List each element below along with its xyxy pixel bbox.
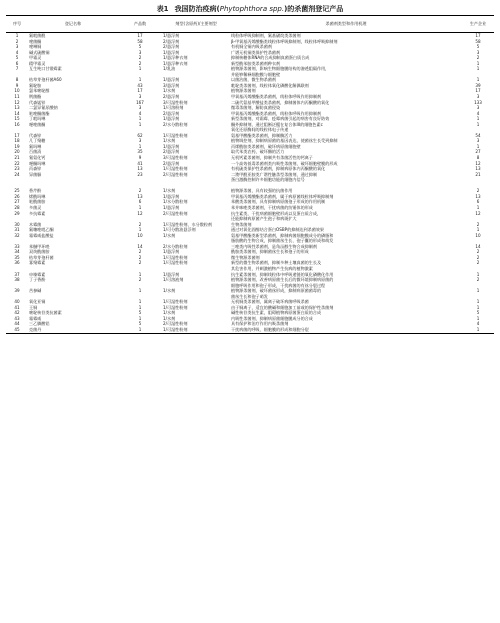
- cell-mechanism: 抗生素类，干扰病菌细胞壁形成以及蛋白质合成，: [231, 210, 322, 216]
- cell-no: 33: [14, 243, 20, 249]
- cell-count: 35: [137, 149, 143, 155]
- cell-name: 互生吨口甘锻霉素: [29, 66, 62, 72]
- document-page: [6, 3, 494, 334]
- cell-no: 2: [15, 38, 19, 44]
- cell-count: 3: [138, 138, 142, 144]
- cell-name: 氟噻唑吡乙酮: [29, 227, 54, 233]
- cell-mechanism: 干扰病菌的呼吸、细胞膜的形成和细胞分裂: [230, 327, 462, 333]
- cell-formulation: 1/水剂: [163, 188, 176, 194]
- cell-count: 1: [138, 77, 142, 83]
- cell-name: 氟吡菌酰: [29, 33, 46, 38]
- cell-mechanism: 取代苯类农药，破坏酶的活力: [231, 149, 285, 155]
- header-cell-count: 产品数: [118, 16, 162, 33]
- cell-no: 28: [14, 204, 20, 210]
- cell-count: 1: [138, 66, 142, 72]
- cell-mechanism: 酮外抑制剂，通过阻断泛醌在复合体III的细胞色素c: [231, 121, 323, 127]
- cell-count: 12: [137, 210, 143, 216]
- cell-name: 申嗪霉素: [29, 271, 46, 277]
- cell-count: 1: [138, 304, 142, 310]
- cell-mechanism: 甲氧基丙烯酸酯类杀菌剂，线粒体呼吸作用抑制剂: [231, 94, 322, 100]
- cell-companies: 1: [476, 271, 480, 277]
- cell-formulation: 1/可溶粉剂: [163, 105, 184, 111]
- cell-mechanism: 植物调控剂，抑制病原菌的基因表达，使菌丝生长受到抑制: [231, 138, 338, 144]
- cell-count: 1: [138, 204, 142, 210]
- cell-count: 3: [138, 94, 142, 100]
- cell-no: 7: [15, 66, 19, 72]
- cell-companies: 1: [476, 299, 480, 305]
- cell-mechanism: 氨基甲酸酯类新型杀菌剂，抑制病菌细胞膜成分的磷脂和: [231, 232, 334, 238]
- cell-formulation: 1/悬浮剂: [163, 204, 180, 210]
- cell-name: 苯醚甲环唑: [29, 243, 50, 249]
- cell-no: 45: [6, 327, 28, 333]
- cell-no: 15: [14, 116, 20, 122]
- cell-mechanism: 有机硫类保护性杀菌剂，抑制病原体内丙酮酸的氧化: [231, 166, 326, 172]
- cell-name: 甲霜灵: [29, 55, 42, 61]
- cell-name: 烯酰吗啉: [29, 193, 46, 199]
- cell-formulation: 1/可湿性粉剂: [163, 299, 188, 305]
- cell-companies: 3: [476, 138, 480, 144]
- cell-count: 58: [137, 38, 143, 44]
- cell-formulation: 1/水剂: [163, 310, 176, 316]
- cell-name: 丙森锌: [29, 166, 42, 172]
- cell-mechanism: 其危害作用，并刺激植物产生抗病的植物激素: [231, 265, 313, 271]
- cell-companies: 2: [476, 254, 480, 260]
- cell-formulation: 1/乳油: [163, 66, 176, 72]
- cell-count: 41: [137, 160, 143, 166]
- cell-no: 35: [14, 254, 20, 260]
- cell-mechanism: 菌丝生长和孢子萌发: [231, 293, 268, 299]
- cell-name: 霜霉威: [29, 315, 42, 321]
- cell-mechanism: 吡啶类杀菌剂，线粒体氧化磷酸化解偶联剂: [231, 82, 309, 88]
- cell-companies: 1: [476, 204, 480, 210]
- cell-formulation: 1/水剂: [163, 232, 176, 238]
- cell-companies: 17: [475, 88, 481, 94]
- cell-formulation: 2/可湿性粉剂: [163, 210, 188, 216]
- cell-formulation: 1/可分散油悬浮剂: [163, 227, 196, 233]
- cell-count: 5: [138, 321, 142, 327]
- cell-companies: 3: [476, 49, 480, 55]
- table-header-row: [6, 16, 494, 33]
- cell-no: 25: [14, 188, 20, 194]
- cell-companies: 1: [476, 66, 480, 72]
- cell-mechanism: 以菌治菌，微生物杀菌剂: [231, 77, 277, 83]
- cell-count: 1: [138, 299, 142, 305]
- cell-count: 167: [136, 99, 144, 105]
- cell-mechanism: 一个高效低毒杀菌剂类内吸性杀菌剂，破坏细胞壁膜的形成: [231, 160, 338, 166]
- cell-no: 23: [14, 166, 20, 172]
- cell-companies: 54: [475, 132, 481, 138]
- cell-companies: 12: [475, 160, 481, 166]
- cell-name: 王铜: [29, 304, 38, 310]
- cell-no: 36: [14, 260, 20, 266]
- cell-formulation: 1/可湿性粉剂: [163, 254, 188, 260]
- cell-count: 9: [138, 155, 142, 161]
- cell-no: 32: [14, 232, 20, 238]
- cell-companies: 1: [476, 121, 480, 127]
- cell-formulation: 1/可湿性粉剂: [163, 260, 188, 266]
- cell-formulation: 3/可湿性粉剂: [163, 155, 188, 161]
- cell-companies: 3: [476, 94, 480, 100]
- cell-no: 4: [15, 49, 19, 55]
- cell-count: 13: [137, 166, 143, 172]
- header-cell-mechanism: 杀菌剂类型和作用机理: [230, 16, 462, 33]
- cell-companies: 2: [476, 188, 480, 194]
- cell-companies: 8: [476, 155, 480, 161]
- cell-formulation: 1/水剂: [163, 315, 176, 321]
- cell-count: 1: [138, 315, 142, 321]
- header-cell-formulation: 剂型(含原药)/主要剂型: [162, 16, 230, 33]
- cell-no: 30: [14, 221, 20, 227]
- cell-mechanism: 生物杀菌剂: [231, 221, 252, 227]
- cell-name: 多菌灵: [29, 204, 42, 210]
- cell-formulation: 1/水剂: [163, 88, 176, 94]
- cell-name: 木霉菌: [29, 221, 42, 227]
- cell-mechanism: 无机钙素杀菌剂，抑制共有杀菌活性的钙离子: [231, 155, 313, 161]
- cell-mechanism: 新型酰苯胺类杀菌剂种衣剂: [231, 60, 281, 66]
- cell-mechanism: 微毒杀菌剂，解防真菌侵染: [231, 105, 281, 111]
- cell-count: 1: [138, 121, 142, 127]
- cell-no: 10: [14, 88, 20, 94]
- cell-mechanism: 抗生素杀菌剂，抑制线粒体中呼吸递链的氧化磷酸化作用: [231, 271, 334, 277]
- cell-formulation: 1/可溶液剂: [163, 277, 184, 283]
- cell-mechanism: 甲氧基丙烯酸酯类杀菌剂，属于病原菌线粒体呼吸抑制剂: [231, 193, 334, 199]
- cell-formulation: 2/悬浮剂: [163, 110, 180, 116]
- cell-no: 40: [14, 299, 20, 305]
- cell-formulation: 1/可湿性粉剂: [163, 166, 188, 172]
- cell-companies: 4: [476, 110, 480, 116]
- cell-name: 氟啶胺: [29, 82, 42, 88]
- cell-no: 13: [14, 105, 20, 111]
- cell-companies: 1: [476, 288, 480, 294]
- cell-companies: 3: [476, 105, 480, 111]
- cell-companies: 133: [474, 99, 482, 105]
- cell-count: 1: [138, 271, 142, 277]
- cell-no: 1: [15, 33, 19, 38]
- cell-formulation: 1/水剂: [163, 138, 176, 144]
- cell-formulation: 1/可湿性粉剂: [163, 304, 188, 310]
- cell-count: 2: [138, 254, 142, 260]
- cell-no: 29: [14, 210, 20, 216]
- cell-no: 19: [14, 143, 20, 149]
- cell-mechanism: β-甲氧基丙烯酸酯类线粒体呼吸抑制剂，线粒体呼吸抑制剂: [231, 38, 338, 44]
- cell-count: 1: [138, 288, 142, 294]
- cell-companies: 39: [475, 82, 481, 88]
- cell-name: 代森锌: [29, 132, 42, 138]
- cell-formulation: 1/水分散粒剂: [163, 199, 188, 205]
- cell-mechanism: 氧化还原酶间的线粒体电子传递: [231, 127, 289, 133]
- cell-no: 21: [14, 155, 20, 161]
- cell-name: 哒唑酮菌酯: [29, 110, 50, 116]
- cell-count: 5: [138, 44, 142, 50]
- cell-companies: 2: [476, 277, 480, 283]
- cell-count: 5: [138, 310, 142, 316]
- cell-formulation: 1/悬浮剂: [163, 33, 180, 38]
- cell-companies: 13: [475, 193, 481, 199]
- cell-companies: 27: [475, 149, 481, 155]
- cell-companies: 1: [476, 315, 480, 321]
- cell-companies: 2: [476, 249, 480, 255]
- cell-count: 17: [137, 33, 143, 38]
- cell-mechanism: 有机铜全铜内吸杀菌剂: [231, 44, 272, 50]
- cell-companies: 1: [476, 304, 480, 310]
- cell-name: 氟吗啉: [29, 143, 42, 149]
- cell-no: 3: [15, 44, 19, 50]
- cell-formulation: 1/悬浮剂: [163, 193, 180, 199]
- cell-name: 双炔酰菌胺: [29, 249, 50, 255]
- cell-count: 23: [137, 171, 143, 177]
- cell-companies: 12: [475, 210, 481, 216]
- cell-companies: 1: [476, 77, 480, 83]
- cell-name: 枯草芽孢杆菌A60: [29, 77, 62, 83]
- cell-formulation: 1/悬浮种衣剂: [163, 60, 188, 66]
- cell-name: 哒酰菌胺: [29, 199, 46, 205]
- cell-mechanism: 二羧甲酰亚胺类广谱性触杀型杀菌剂，通过抑制: [231, 171, 317, 177]
- cell-name: 噁酮吗啉: [29, 160, 46, 166]
- cell-no: 18: [14, 138, 20, 144]
- cell-name: 多抗霉素: [29, 210, 46, 216]
- cell-formulation: 1/水剂: [163, 288, 176, 294]
- cell-formulation: 1/可湿性粉剂: [163, 132, 188, 138]
- cell-name: 精甲霜灵: [29, 60, 46, 66]
- cell-name: 嘧啶核苷类抗菌素: [29, 310, 62, 316]
- cell-formulation: 2/悬浮剂: [163, 160, 180, 166]
- cell-no: 31: [14, 227, 20, 233]
- cell-no: 42: [14, 310, 20, 316]
- cell-count: 2: [138, 60, 142, 66]
- cell-mechanism: 微生物源杀菌剂: [231, 254, 260, 260]
- cell-formulation: 2/水分散粒剂: [163, 243, 188, 249]
- cell-no: 41: [14, 304, 20, 310]
- cell-count: 1: [138, 227, 142, 233]
- cell-name: 寡聚霉素: [29, 260, 46, 266]
- cell-mechanism: 苯酸类杀菌剂，具有抑制病原菌孢子形成的作用机制: [231, 199, 326, 205]
- cell-count: 6: [138, 199, 142, 205]
- cell-companies: 1: [476, 116, 480, 122]
- cell-no: 12: [14, 99, 20, 105]
- cell-no: 9: [15, 82, 19, 88]
- cell-count: 2: [138, 249, 142, 255]
- cell-no: 26: [14, 193, 20, 199]
- cell-mechanism: 通过对氧化固醇结合蛋白OSBP的抑制达到杀菌效果: [231, 227, 324, 233]
- cell-name: 噁唑菌酮: [29, 121, 46, 127]
- cell-formulation: 2/悬浮剂: [163, 44, 180, 50]
- cell-mechanism: 细胞呼吸作用和孢子形成，干扰病菌的有丝分裂过程: [231, 282, 326, 288]
- cell-no: 34: [14, 249, 20, 255]
- cell-count: 2: [138, 221, 142, 227]
- cell-companies: 5: [476, 310, 480, 316]
- cell-mechanism: 具有保护和治疗作用内吸杀菌剂: [231, 321, 289, 327]
- cell-companies: 13: [475, 166, 481, 172]
- cell-formulation: 1/悬浮剂: [163, 249, 180, 255]
- cell-mechanism: 无机铜类杀菌剂，属离子破坏病菌呼吸杀菌: [231, 299, 309, 305]
- cell-mechanism: 蛋白激酶控制许多细胞功能的细胞内信号: [231, 177, 305, 183]
- fungicide-table: [6, 15, 494, 334]
- header-cell-name: 登记名称: [28, 16, 118, 33]
- cell-companies: 21: [475, 171, 481, 177]
- cell-formulation: 2/悬浮剂: [163, 149, 180, 155]
- cell-name: 枯草芽孢杆菌: [29, 254, 54, 260]
- cell-count: 2: [138, 188, 142, 194]
- cell-mechanism: 苯并咪唑类杀菌剂，干扰病菌的纺锤体的形成: [231, 204, 313, 210]
- cell-name: 氰氨化钙: [29, 155, 46, 161]
- cell-companies: 10: [475, 232, 481, 238]
- cell-mechanism: 脂肪酸的生物合成，抑制菌丝生长、孢子囊的形成和萌发: [231, 238, 334, 244]
- cell-formulation: 2/悬浮剂: [163, 94, 180, 100]
- cell-mechanism: 酰胺类杀菌剂，抑制菌丝生长和孢子的形成: [231, 249, 309, 255]
- cell-mechanism: 碱性核苷类抗生素，阻碍植物病原菌蛋白质的合成: [231, 310, 322, 316]
- cell-name: 三乙膦酸铝: [29, 321, 50, 327]
- cell-companies: 4: [476, 321, 480, 327]
- cell-count: 43: [137, 82, 143, 88]
- cell-mechanism: 并能够稀释细胞膜与细胞壁: [231, 71, 281, 77]
- cell-count: 17: [137, 88, 143, 94]
- cell-count: 4: [138, 110, 142, 116]
- cell-name: 丁子香酚: [29, 277, 46, 283]
- cell-count: 1: [118, 327, 162, 333]
- cell-formulation: 2/水分散粒剂: [163, 121, 188, 127]
- cell-mechanism: 由于铜离子，适宜的酸碱和细胞加工前或的保护性杀菌剂: [231, 304, 334, 310]
- cell-companies: 5: [476, 44, 480, 50]
- cell-companies: 1: [476, 227, 480, 233]
- cell-formulation: 2/可湿性粉剂: [163, 171, 188, 177]
- cell-count: 13: [137, 193, 143, 199]
- cell-mechanism: 植物源杀菌剂，影响生物细胞膜结构的渗透阻隔作用，: [231, 66, 330, 72]
- cell-mechanism: 广谱无机铜类保护性杀菌剂: [231, 49, 281, 55]
- cell-name: 喹啉铜: [29, 44, 42, 50]
- cell-count: 2: [138, 55, 142, 61]
- cell-formulation: 1/悬浮剂: [163, 77, 180, 83]
- cell-mechanism: 丙烯酰胺类杀菌剂，破坏病原菌细胞壁: [231, 143, 301, 149]
- cell-formulation: 1/悬浮剂: [163, 49, 180, 55]
- cell-formulation: 1/可湿性粉剂: [162, 327, 230, 333]
- cell-count: 2: [138, 260, 142, 266]
- header-cell-no: 序号: [6, 16, 28, 33]
- cell-no: 38: [14, 277, 20, 283]
- cell-no: 27: [14, 199, 20, 205]
- cell-no: 43: [14, 315, 20, 321]
- cell-mechanism: 抑制核糖体RNA的合成抑制真菌蛋白质合成: [231, 55, 310, 61]
- table-body: [6, 33, 494, 334]
- cell-name: 香芹酚: [29, 188, 42, 194]
- cell-name: 百菌清: [29, 149, 42, 155]
- cell-mechanism: 植物源杀菌，具有较强的抗菌作用: [231, 188, 293, 194]
- cell-formulation: 1/可湿性粉剂、水分散粒剂: [163, 221, 213, 227]
- cell-companies: 1: [476, 60, 480, 66]
- cell-name: 荆菌酯: [29, 94, 42, 100]
- cell-companies: 2: [476, 260, 480, 266]
- cell-mechanism: 新型杀菌剂，对霜霉、疫霉病菌引起的病害有良好防效: [231, 116, 330, 122]
- cell-no: 8: [15, 77, 19, 83]
- cell-mechanism: 内吸性杀菌剂，抑制病原菌细胞膜成分的合成: [231, 315, 313, 321]
- cell-mechanism: 氨基甲酸酯类杀菌剂，抑制酶活力: [231, 132, 293, 138]
- cell-count: 10: [137, 232, 143, 238]
- header-cell-companies: 生产企业: [462, 16, 494, 33]
- cell-name: 几丁聚糖: [29, 138, 46, 144]
- cell-mechanism: 植物源杀菌剂，破坏菌丝形成，抑制病原菌菌毒的: [231, 288, 322, 294]
- cell-name: 丁吡吗啉: [29, 116, 46, 122]
- cell-mechanism: 植物源杀菌剂，改善病原菌生长后的微环境抑制病原菌的: [231, 277, 334, 283]
- cell-no: 22: [14, 160, 20, 166]
- cell-name: 霜霉威盐酸盐: [29, 232, 54, 238]
- cell-name: 克菌丹: [28, 327, 118, 333]
- cell-no: 39: [14, 288, 20, 294]
- caption-title-italic: Phytophthora spp.: [219, 5, 285, 13]
- cell-formulation: 3/可湿性粉剂: [163, 99, 188, 105]
- cell-no: 6: [15, 60, 19, 66]
- cell-no: 14: [14, 110, 20, 116]
- cell-companies: 1: [462, 327, 494, 333]
- cell-formulation: 3/悬浮剂: [163, 82, 180, 88]
- cell-no: 5: [15, 55, 19, 61]
- caption-title-prefix: 我国防治疫病(: [174, 5, 220, 13]
- cell-mechanism: 线粒体呼吸抑制剂，氟基磺烷类杀菌剂: [231, 33, 301, 38]
- cell-count: 14: [137, 243, 143, 249]
- cell-name: 苦参碱: [29, 288, 42, 294]
- cell-no: 16: [14, 121, 20, 127]
- cell-name: 异菌脲: [29, 171, 42, 177]
- cell-count: 1: [138, 116, 142, 122]
- cell-companies: 6: [476, 199, 480, 205]
- cell-count: 1: [138, 143, 142, 149]
- cell-name: 碱式硫酸铜: [29, 49, 50, 55]
- cell-no: 24: [14, 171, 20, 177]
- cell-formulation: 1/悬浮剂: [163, 143, 180, 149]
- cell-mechanism: 甲氧基丙烯酸酯类杀菌剂，线粒体呼吸作用抑制剂: [231, 110, 322, 116]
- cell-mechanism: 三唑类内吸性杀菌剂，是角甾醇生物合成抑制剂: [231, 243, 317, 249]
- cell-name: 代森锰锌: [29, 99, 46, 105]
- cell-mechanism: 二硫代氨基甲酸盐类杀菌剂，抑制菌体内丙酮酸的氧化: [231, 99, 330, 105]
- cell-formulation: 2/可湿性粉剂: [163, 321, 188, 327]
- table-label: 表1: [156, 5, 169, 13]
- caption-title-suffix: )的杀菌剂登记产品: [284, 5, 344, 13]
- cell-companies: 14: [475, 243, 481, 249]
- cell-no: 44: [14, 321, 20, 327]
- table-caption: [6, 3, 494, 15]
- cell-mechanism: 还能抑制病原菌产生孢子和病斑扩大: [231, 216, 297, 222]
- cell-count: 3: [138, 49, 142, 55]
- cell-mechanism: 植物源杀菌剂: [231, 88, 256, 94]
- cell-formulation: 2/悬浮剂: [163, 38, 180, 44]
- cell-companies: 2: [476, 221, 480, 227]
- cell-formulation: 1/悬浮剂: [163, 116, 180, 122]
- cell-companies: 17: [475, 33, 481, 38]
- cell-formulation: 1/悬浮剂: [163, 271, 180, 277]
- cell-no: 17: [14, 132, 20, 138]
- cell-count: 3: [138, 105, 142, 111]
- cell-name: 二氯异氰尿酸钠: [29, 105, 58, 111]
- table-row: [6, 327, 494, 333]
- cell-companies: 58: [475, 38, 481, 44]
- cell-name: 氯苯嘧啶醇: [29, 88, 50, 94]
- cell-count: 2: [138, 277, 142, 283]
- cell-formulation: 1/悬浮种衣剂: [163, 55, 188, 61]
- cell-no: 11: [14, 94, 20, 100]
- cell-name: 氧化亚铜: [29, 299, 46, 305]
- cell-name: 喹菌酮: [29, 38, 42, 44]
- cell-companies: 1: [476, 143, 480, 149]
- cell-count: 62: [137, 132, 143, 138]
- cell-no: 20: [14, 149, 20, 155]
- cell-mechanism: 新型的微生物杀菌剂，抑制多种土壤真菌的生长及: [231, 260, 322, 266]
- cell-no: 37: [14, 271, 20, 277]
- cell-companies: 2: [476, 55, 480, 61]
